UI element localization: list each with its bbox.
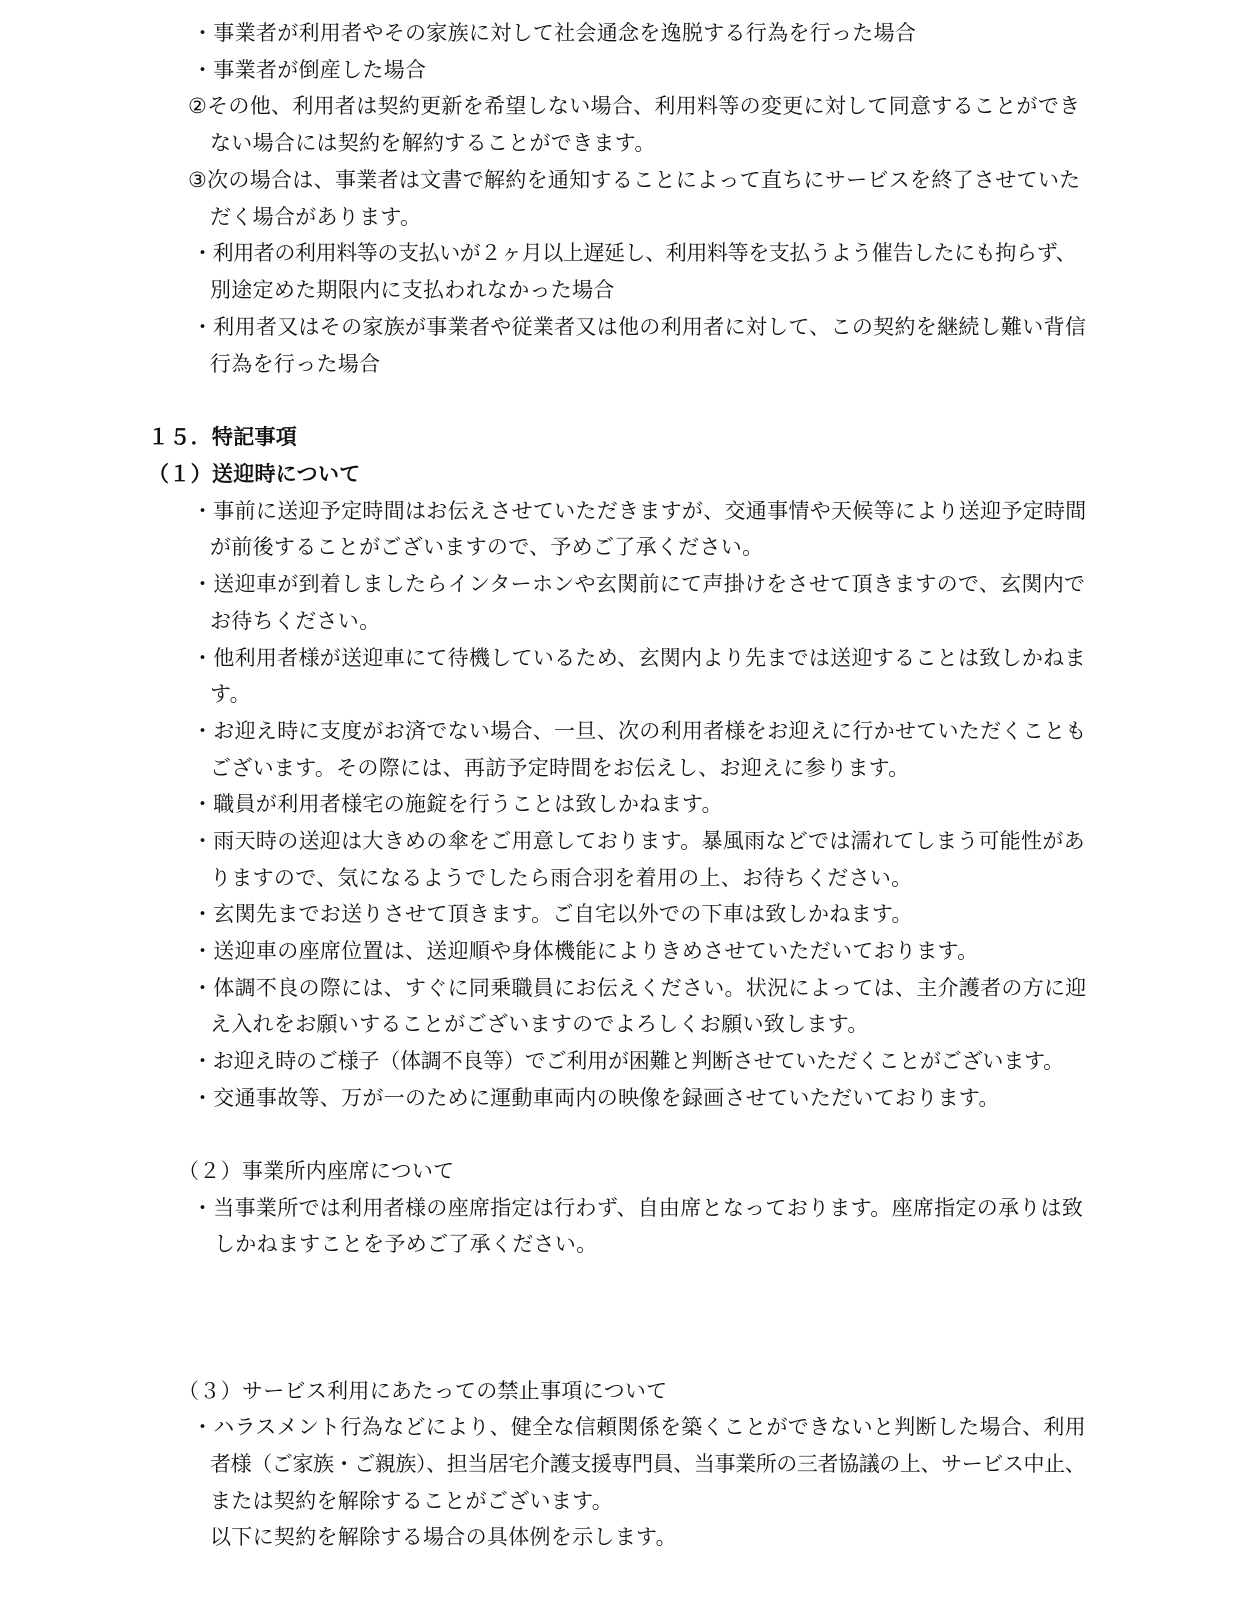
seat-item-1-line-1: ・当事業所では利用者様の座席指定は行わず、自由席となっております。座席指定の承りは致 <box>192 1196 1084 1220</box>
pickup-item-10: ・お迎え時のご様子（体調不良等）でご利用が困難と判断させていただくことがございます。 <box>192 1049 1064 1073</box>
bullet-breach-of-trust-line-2: 行為を行った場合 <box>210 352 381 376</box>
pickup-item-2-line-2: お待ちください。 <box>210 609 381 633</box>
bullet-operator-misconduct: ・事業者が利用者やその家族に対して社会通念を逸脱する行為を行った場合 <box>192 21 917 45</box>
clause-3-line-2: だく場合があります。 <box>210 205 422 229</box>
sub-2-heading: （２）事業所内座席について <box>178 1159 455 1183</box>
pickup-item-9-line-1: ・体調不良の際には、すぐに同乗職員にお伝えください。状況によっては、主介護者の方に迎 <box>192 976 1087 1000</box>
pickup-item-4-line-2: ございます。その際には、再訪予定時間をお伝えし、お迎えに参ります。 <box>210 756 910 780</box>
bullet-operator-bankruptcy: ・事業者が倒産した場合 <box>192 58 427 82</box>
clause-3-line-1: ③次の場合は、事業者は文書で解約を通知することによって直ちにサービスを終了させていた <box>188 168 1081 192</box>
prohibited-item-1-line-3: または契約を解除することがございます。 <box>210 1489 614 1513</box>
pickup-item-3-line-2: す。 <box>210 682 251 706</box>
pickup-item-3-line-1: ・他利用者様が送迎車にて待機しているため、玄関内より先までは送迎することは致しかねま <box>192 646 1086 670</box>
section-15-heading: １５．特記事項 <box>148 425 298 449</box>
seat-item-1-line-2: しかねますことを予めご了承ください。 <box>214 1232 598 1256</box>
pickup-item-8: ・送迎車の座席位置は、送迎順や身体機能によりきめさせていただいております。 <box>192 939 979 963</box>
pickup-item-5: ・職員が利用者様宅の施錠を行うことは致しかねます。 <box>192 792 723 816</box>
bullet-payment-delay-line-1: ・利用者の利用料等の支払いが２ヶ月以上遅延し、利用料等を支払うよう催告したにも拘らず、 <box>192 241 1077 265</box>
pickup-item-1-line-2: が前後することがございますので、予めご了承ください。 <box>210 535 764 559</box>
clause-2-line-2: ない場合には契約を解約することができます。 <box>210 131 656 155</box>
pickup-item-4-line-1: ・お迎え時に支度がお済でない場合、一旦、次の利用者様をお迎えに行かせていただくことも <box>192 719 1087 743</box>
pickup-item-7: ・玄関先までお送りさせて頂きます。ご自宅以外での下車は致しかねます。 <box>192 902 913 926</box>
sub-1-heading: （１）送迎時について <box>148 462 361 486</box>
pickup-item-6-line-1: ・雨天時の送迎は大きめの傘をご用意しております。暴風雨などでは濡れてしまう可能性があ <box>192 829 1085 853</box>
sub-3-heading: （３）サービス利用にあたっての禁止事項について <box>178 1379 668 1403</box>
prohibited-item-1-line-4: 以下に契約を解除する場合の具体例を示します。 <box>210 1525 677 1549</box>
prohibited-item-1-line-2: 者様（ご家族・ご親族）、担当居宅介護支援専門員、当事業所の三者協議の上、サービス中止、 <box>210 1452 1086 1476</box>
pickup-item-6-line-2: りますので、気になるようでしたら雨合羽を着用の上、お待ちください。 <box>210 866 913 890</box>
prohibited-item-1-line-1: ・ハラスメント行為などにより、健全な信頼関係を築くことができないと判断した場合、利用 <box>192 1415 1086 1439</box>
clause-2-line-1: ②その他、利用者は契約更新を希望しない場合、利用料等の変更に対して同意することができ <box>188 94 1081 118</box>
pickup-item-2-line-1: ・送迎車が到着しましたらインターホンや玄関前にて声掛けをさせて頂きますので、玄関内で <box>192 572 1086 596</box>
pickup-item-9-line-2: え入れをお願いすることがございますのでよろしくお願い致します。 <box>210 1012 869 1036</box>
pickup-item-11: ・交通事故等、万が一のために運動車両内の映像を録画させていただいております。 <box>192 1086 1000 1110</box>
pickup-item-1-line-1: ・事前に送迎予定時間はお伝えさせていただきますが、交通事情や天候等により送迎予定時間 <box>192 499 1087 523</box>
bullet-payment-delay-line-2: 別途定めた期限内に支払われなかった場合 <box>210 278 615 302</box>
bullet-breach-of-trust-line-1: ・利用者又はその家族が事業者や従業者又は他の利用者に対して、この契約を継続し難い背信 <box>192 315 1087 339</box>
